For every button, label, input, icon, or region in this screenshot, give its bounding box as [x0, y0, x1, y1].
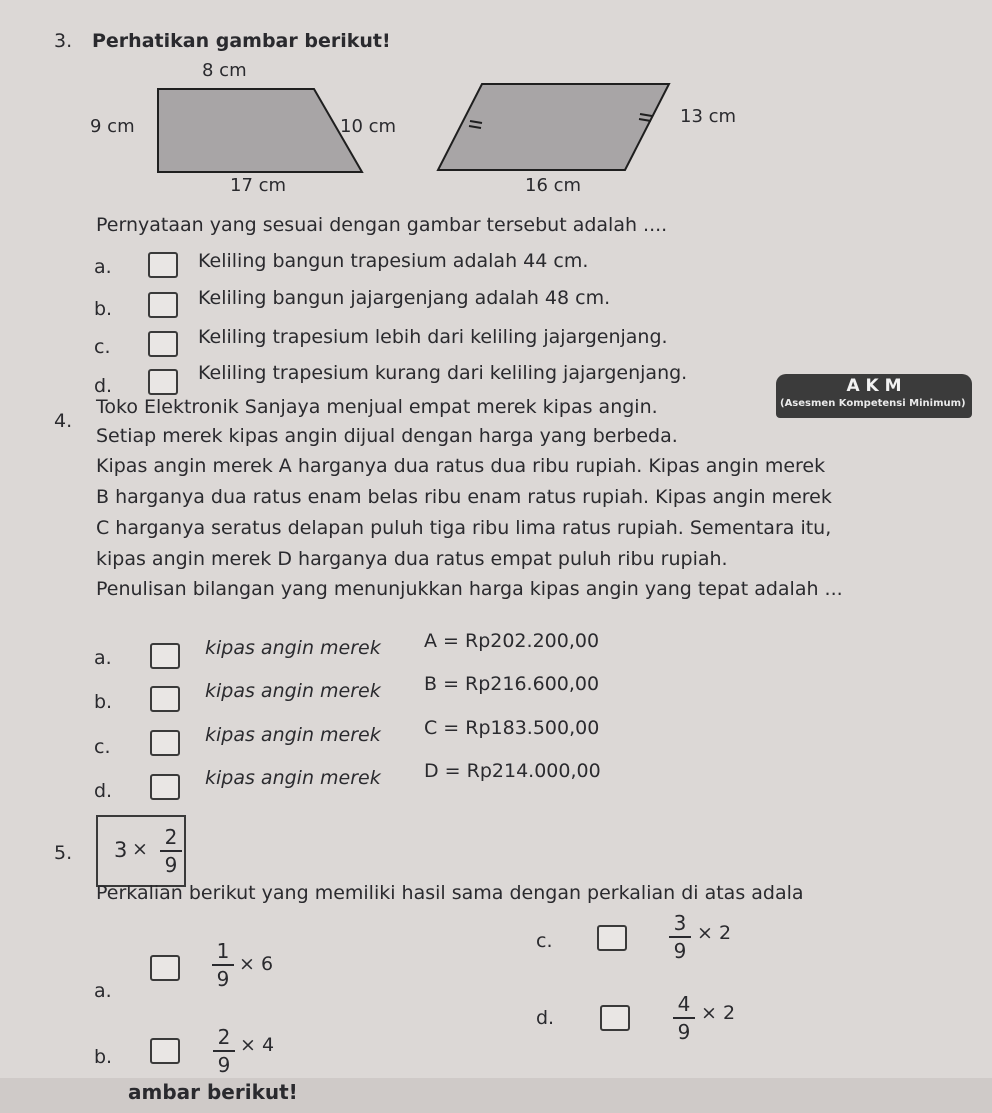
q4-option-d-text: kipas angin merek	[205, 767, 381, 789]
q4-option-a-value: A = Rp202.200,00	[424, 630, 600, 652]
q3-option-c-checkbox[interactable]	[148, 331, 178, 357]
fraction-bar	[160, 850, 182, 852]
q5-option-c-den: 9	[673, 939, 687, 963]
q4-line-1: Toko Elektronik Sanjaya menjual empat merek kipas angin.	[96, 396, 658, 418]
q3-option-b-letter: b.	[94, 298, 113, 320]
akm-title: A K M	[846, 376, 902, 396]
q5-option-d-fraction	[673, 993, 695, 1043]
q5-option-a-den: 9	[216, 967, 230, 991]
fraction-bar	[673, 1017, 695, 1019]
q5-option-d-den: 9	[677, 1020, 691, 1044]
trapezoid-right-label: 10 cm	[340, 116, 397, 137]
parallelogram-side-label: 13 cm	[680, 106, 737, 127]
q4-line-4: B harganya dua ratus enam belas ribu enam ratus rupiah. Kipas angin merek	[96, 486, 832, 508]
q4-option-c-text: kipas angin merek	[205, 724, 381, 746]
q3-option-a-text: Keliling bangun trapesium adalah 44 cm.	[198, 250, 589, 272]
q4-option-c-value: C = Rp183.500,00	[424, 717, 600, 739]
trapezoid-bottom-label: 17 cm	[230, 175, 287, 196]
q4-option-a-letter: a.	[94, 647, 112, 669]
q5-option-c-mult: × 2	[697, 922, 732, 944]
q5-option-c-num: 3	[673, 911, 687, 935]
q4-option-d-letter: d.	[94, 780, 113, 802]
q5-num: 2	[164, 825, 178, 849]
q3-option-d-checkbox[interactable]	[148, 369, 178, 395]
q4-option-d-value: D = Rp214.000,00	[424, 760, 601, 782]
q5-number: 5.	[54, 842, 73, 864]
q5-option-b-fraction	[213, 1026, 235, 1076]
q3-option-a-checkbox[interactable]	[148, 252, 178, 278]
q4-line-5: C harganya seratus delapan puluh tiga ribu lima ratus rupiah. Sementara itu,	[96, 517, 832, 539]
q5-option-d-num: 4	[677, 992, 691, 1016]
trapezoid-shape	[158, 89, 362, 172]
akm-badge	[776, 374, 972, 418]
q3-option-c-letter: c.	[94, 336, 111, 358]
q3-statement: Pernyataan yang sesuai dengan gambar tersebut adalah ....	[96, 214, 668, 236]
q5-whole: 3	[114, 838, 128, 862]
q5-option-b-checkbox[interactable]	[150, 1038, 180, 1064]
q4-line-2: Setiap merek kipas angin dijual dengan harga yang berbeda.	[96, 425, 678, 447]
q5-option-b-num: 2	[217, 1025, 231, 1049]
q4-option-b-checkbox[interactable]	[150, 686, 180, 712]
q5-op: ×	[132, 838, 148, 860]
trapezoid-left-label: 9 cm	[90, 116, 135, 137]
q5-option-a-letter: a.	[94, 980, 112, 1002]
q4-option-a-text: kipas angin merek	[205, 637, 381, 659]
q4-option-c-checkbox[interactable]	[150, 730, 180, 756]
q3-title: Perhatikan gambar berikut!	[92, 30, 391, 52]
q4-option-c-letter: c.	[94, 736, 111, 758]
q5-option-a-mult: × 6	[239, 953, 274, 975]
q4-option-d-checkbox[interactable]	[150, 774, 180, 800]
trapezoid-top-label: 8 cm	[202, 60, 247, 81]
q4-line-3: Kipas angin merek A harganya dua ratus dua ribu rupiah. Kipas angin merek	[96, 455, 826, 477]
q5-option-b-mult: × 4	[240, 1034, 275, 1056]
q3-option-c-text: Keliling trapesium lebih dari keliling jajargenjang.	[198, 326, 668, 348]
q4-number: 4.	[54, 410, 73, 432]
q5-statement: Perkalian berikut yang memiliki hasil sama dengan perkalian di atas adala	[96, 882, 804, 904]
q5-fraction	[160, 826, 182, 876]
q3-option-b-checkbox[interactable]	[148, 292, 178, 318]
parallelogram-base-label: 16 cm	[525, 175, 582, 196]
q5-option-b-den: 9	[217, 1053, 231, 1077]
q3-option-d-text: Keliling trapesium kurang dari keliling jajargenjang.	[198, 362, 688, 384]
q4-option-b-value: B = Rp216.600,00	[424, 673, 600, 695]
q4-option-a-checkbox[interactable]	[150, 643, 180, 669]
q3-figures	[0, 0, 992, 200]
akm-subtitle: (Asesmen Kompetensi Minimum)	[780, 398, 966, 409]
q5-option-c-checkbox[interactable]	[597, 925, 627, 951]
footer-fragment: ambar berikut!	[128, 1080, 298, 1104]
fraction-bar	[213, 1050, 235, 1052]
q3-number: 3.	[54, 30, 73, 52]
q5-option-d-letter: d.	[536, 1007, 555, 1029]
q5-option-b-letter: b.	[94, 1046, 113, 1068]
fraction-bar	[212, 964, 234, 966]
fraction-bar	[669, 936, 691, 938]
q4-line-6: kipas angin merek D harganya dua ratus empat puluh ribu rupiah.	[96, 548, 728, 570]
q5-option-d-checkbox[interactable]	[600, 1005, 630, 1031]
q5-option-d-mult: × 2	[701, 1002, 736, 1024]
q4-line-7: Penulisan bilangan yang menunjukkan harga kipas angin yang tepat adalah ...	[96, 578, 843, 600]
q5-option-c-fraction	[669, 912, 691, 962]
q5-option-a-num: 1	[216, 939, 230, 963]
q5-den: 9	[164, 853, 178, 877]
q5-option-c-letter: c.	[536, 930, 553, 952]
q5-option-a-checkbox[interactable]	[150, 955, 180, 981]
q4-option-b-letter: b.	[94, 691, 113, 713]
q4-option-b-text: kipas angin merek	[205, 680, 381, 702]
q3-option-a-letter: a.	[94, 256, 112, 278]
q3-option-d-letter: d.	[94, 375, 113, 397]
q5-option-a-fraction	[212, 940, 234, 990]
q3-option-b-text: Keliling bangun jajargenjang adalah 48 cm.	[198, 287, 611, 309]
